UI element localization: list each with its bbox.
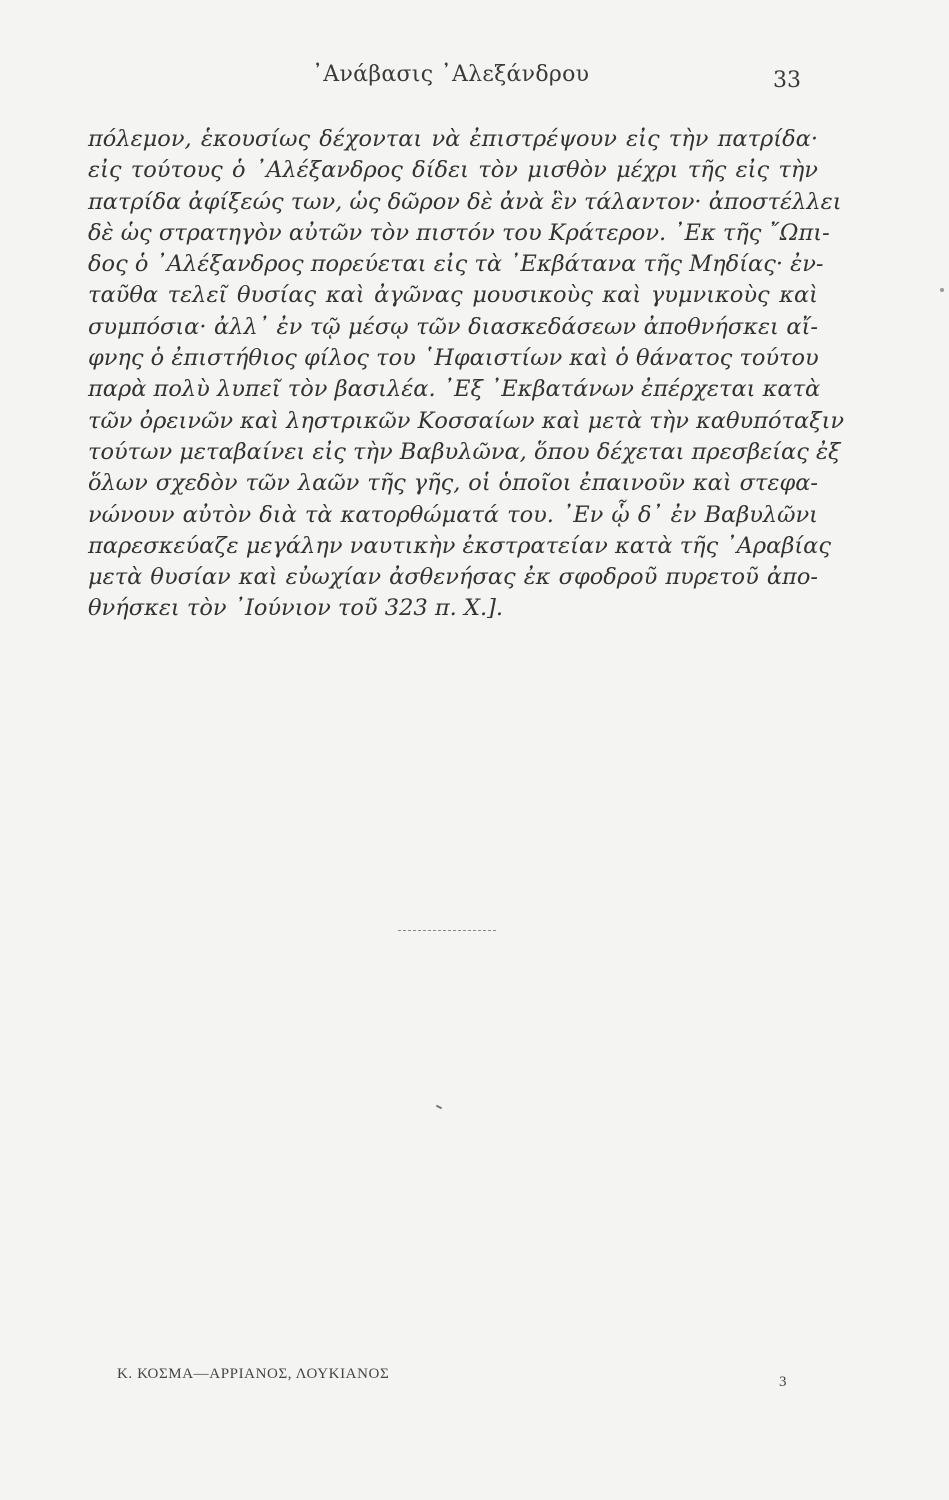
text-line: ταῦθα τελεῖ θυσίας καὶ ἀγῶνας μουσικοὺς καὶ γυμνικοὺς καὶ bbox=[88, 282, 818, 309]
text-line: πόλεμον, ἑκουσίως δέχονται νὰ ἐπιστρέψουν εἰς τὴν πατρίδα· bbox=[88, 126, 818, 152]
text-line: παρὰ πολὺ λυπεῖ τὸν βασιλέα. ᾿Εξ ᾿Εκβατάνων ἐπέρχεται κατὰ bbox=[88, 376, 821, 403]
text-line: δος ὁ ᾿Αλέξανδρος πορεύεται εἰς τὰ ᾿Εκβάτανα τῆς Μηδίας· ἐν- bbox=[88, 251, 824, 278]
text-line: νώνουν αὐτὸν διὰ τὰ κατορθώματά του. ᾿Εν ᾧ δ᾿ ἐν Βαβυλῶνι bbox=[88, 501, 818, 528]
text-line: ὅλων σχεδὸν τῶν λαῶν τῆς γῆς, οἱ ὁποῖοι ἐπαινοῦν καὶ στεφα- bbox=[88, 470, 818, 497]
stray-ink-mark bbox=[436, 1105, 442, 1110]
section-divider bbox=[398, 930, 496, 931]
text-line: τῶν ὀρεινῶν καὶ ληστρικῶν Κοσσαίων καὶ μετὰ τὴν καθυπόταξιν bbox=[88, 407, 845, 434]
text-line: φνης ὁ ἐπιστήθιος φίλος του ῾Ηφαιστίων καὶ ὁ θάνατος τούτου bbox=[88, 345, 819, 372]
signature-footer bbox=[0, 1360, 949, 1400]
text-line: εἰς τούτους ὁ ᾿Αλέξανδρος δίδει τὸν μισθὸν μέχρι τῆς εἰς τὴν bbox=[88, 157, 818, 184]
text-line: παρεσκεύαζε μεγάλην ναυτικὴν ἐκστρατείαν κατὰ τῆς ᾿Αραβίας bbox=[88, 532, 831, 559]
signature-line: Κ. ΚΟΣΜΑ—ΑΡΡΙΑΝΟΣ, ΛΟΥΚΙΑΝΟΣ bbox=[117, 1366, 390, 1382]
text-line: μετὰ θυσίαν καὶ εὐωχίαν ἀσθενήσας ἐκ σφοδροῦ πυρετοῦ ἀπο- bbox=[88, 564, 818, 591]
text-line-last: θνήσκει τὸν ᾿Ιούνιον τοῦ 323 π. Χ.]. bbox=[88, 595, 504, 622]
text-line: πατρίδα ἀφίξεώς των, ὡς δῶρον δὲ ἀνὰ ἓν τάλαντον· ἀποστέλλει bbox=[88, 188, 842, 215]
body-text bbox=[88, 124, 845, 625]
running-head bbox=[0, 62, 949, 96]
text-line: συμπόσια· ἀλλ᾿ ἐν τῷ μέσῳ τῶν διασκεδάσεων ἀποθνήσκει αἴ- bbox=[88, 313, 818, 340]
text-line: τούτων μεταβαίνει εἰς τὴν Βαβυλῶνα, ὅπου δέχεται πρεσβείας ἐξ bbox=[88, 438, 841, 465]
page-number: 33 bbox=[773, 68, 801, 93]
text-line: δὲ ὡς στρατηγὸν αὐτῶν τὸν πιστόν του Κράτερον. ᾿Εκ τῆς ῎Ωπι- bbox=[88, 219, 830, 246]
signature-number: 3 bbox=[779, 1374, 787, 1390]
running-title: ᾿Ανάβασις ᾿Αλεξάνδρου bbox=[312, 62, 590, 87]
margin-dot bbox=[940, 288, 944, 292]
